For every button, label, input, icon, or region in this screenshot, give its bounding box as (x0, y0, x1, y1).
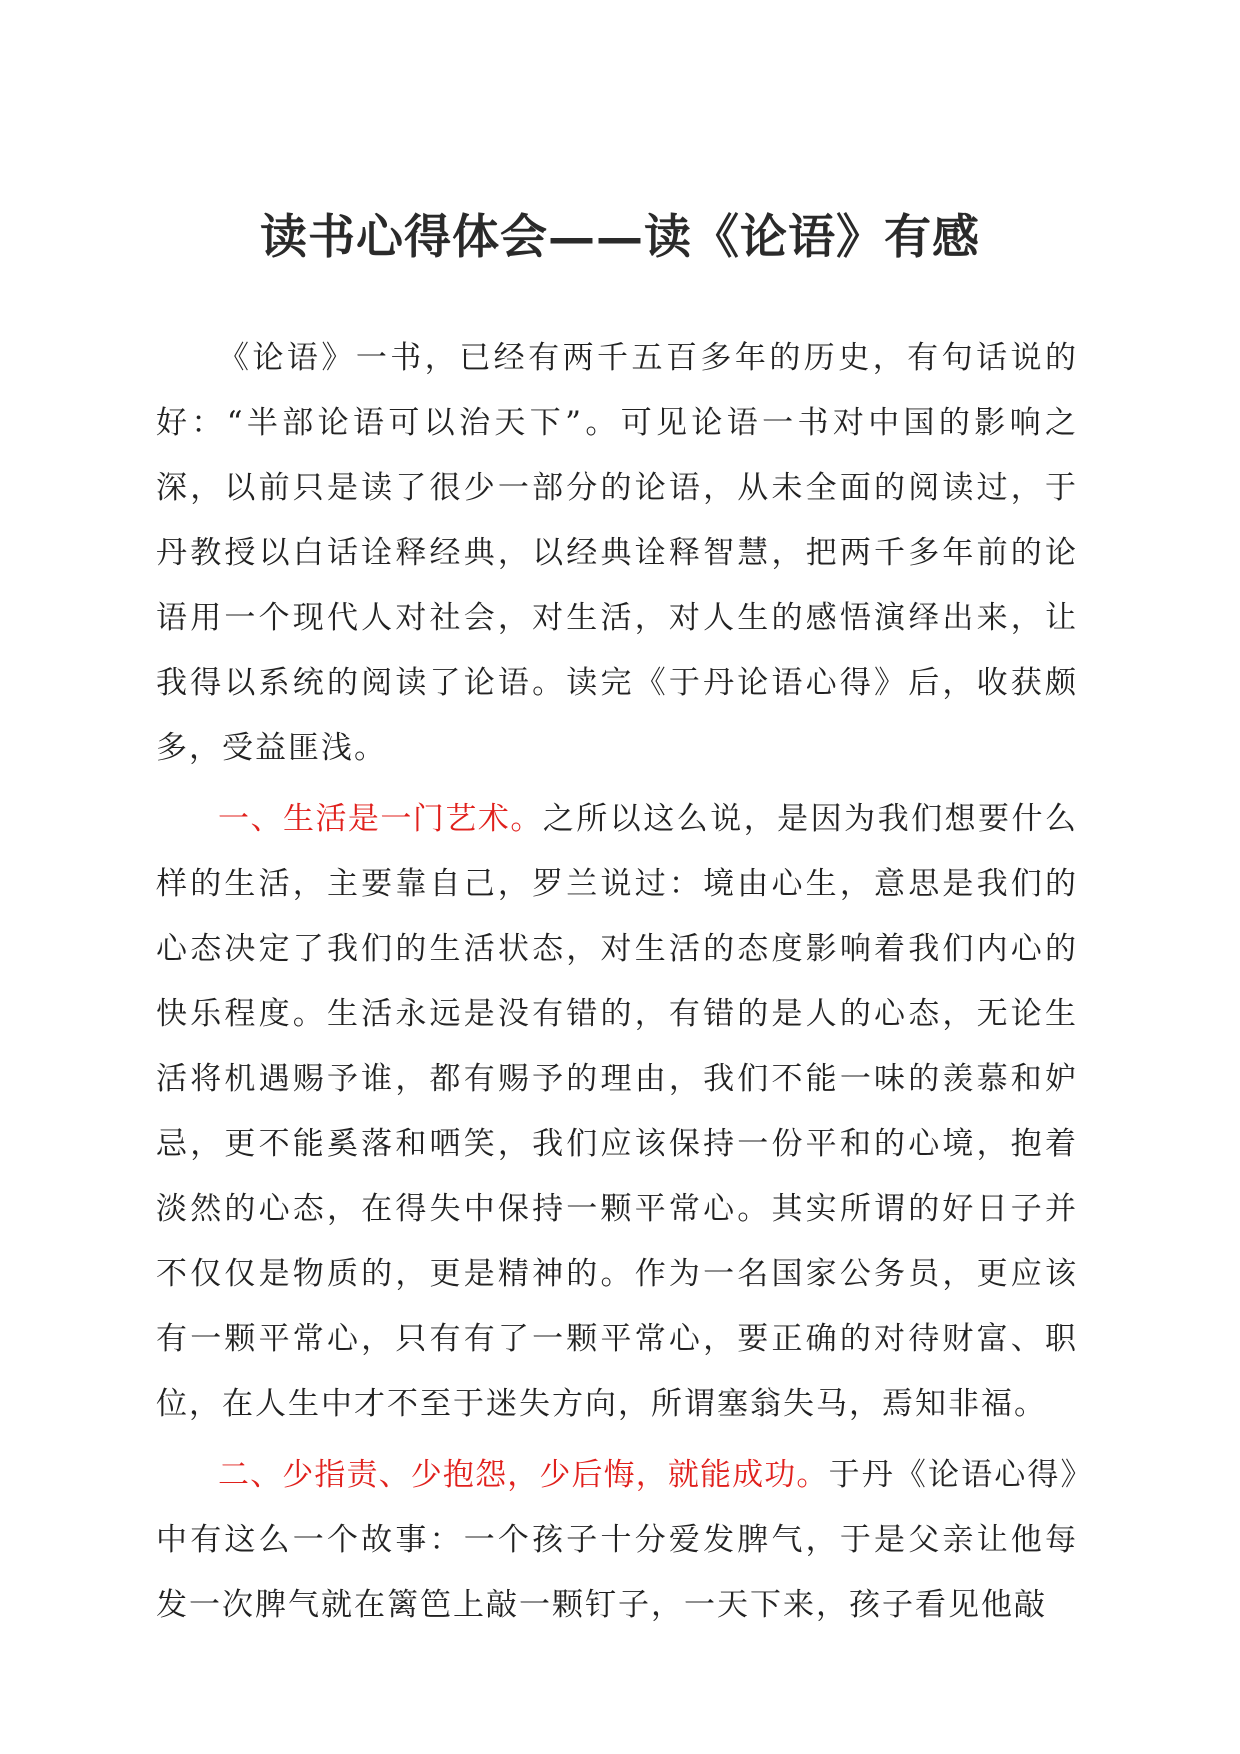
paragraph-section-1 (156, 787, 1078, 1437)
paragraph-section-2 (156, 1443, 1078, 1638)
document-body (156, 326, 1078, 1644)
paragraph-text: 于丹《论语心得》中有这么一个故事：一个孩子十分爱发脾气，于是父亲让他每发一次脾气就在篱笆上敲一颗钉子，一天下来，孩子看见他敲 (156, 1457, 1079, 1623)
paragraph-text: 之所以这么说，是因为我们想要什么样的生活，主要靠自己，罗兰说过：境由心生，意思是我们的心态决定了我们的生活状态，对生活的态度影响着我们内心的快乐程度。生活永远是没有错的，有错的是人的心态，无论生活将机遇赐予谁，都有赐予的理由，我们不能一味的羡慕和妒忌，更不能奚落和哂笑，我们应该保持一份平和的心境，抱着淡然的心态，在得失中保持一颗平常心。其实所谓的好日子并不仅仅是物质的，更是精神的。作为一名国家公务员，更应该有一颗平常心，只有有了一颗平常心，要正确的对待财富、职位，在人生中才不至于迷失方向，所谓塞翁失马，焉知非福。 (156, 801, 1079, 1422)
paragraph-text: 《论语》一书，已经有两千五百多年的历史，有句话说的好：“半部论语可以治天下”。可见论语一书对中国的影响之深，以前只是读了很少一部分的论语，从未全面的阅读过，于丹教授以白话诠释经典，以经典诠释智慧，把两千多年前的论语用一个现代人对社会，对生活，对人生的感悟演绎出来，让我得以系统的阅读了论语。读完《于丹论语心得》后，收获颇多，受益匪浅。 (156, 340, 1078, 766)
section-heading: 一、生活是一门艺术。 (218, 801, 543, 837)
section-heading: 二、少指责、少抱怨，少后悔，就能成功。 (218, 1457, 829, 1493)
document-title: 读书心得体会——读《论语》有感 (260, 210, 980, 265)
paragraph-intro (156, 326, 1078, 781)
